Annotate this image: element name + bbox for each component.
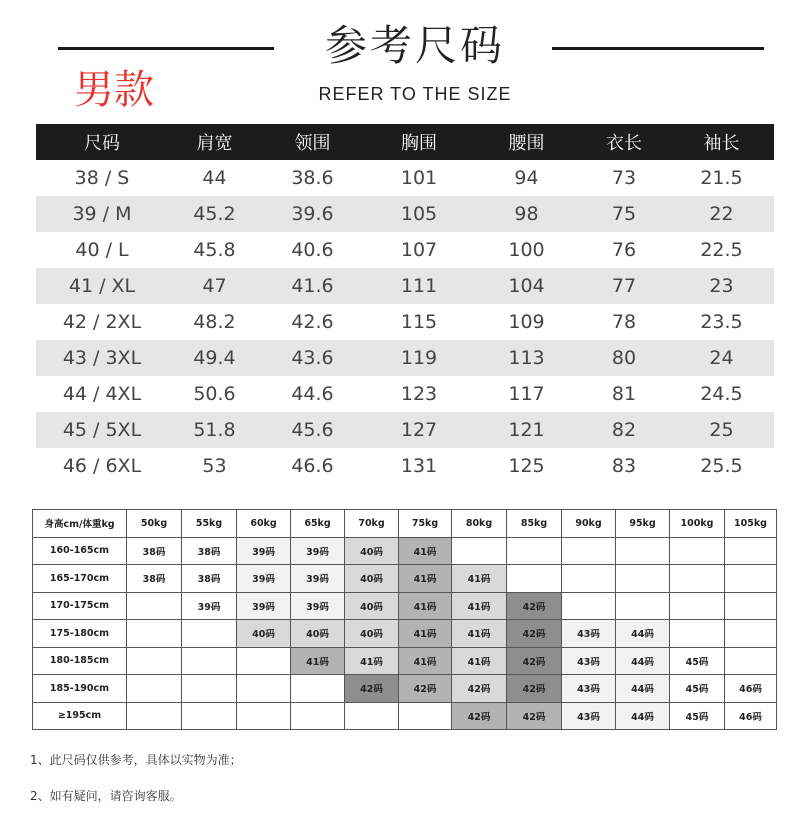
size-cell: 25.5	[700, 455, 743, 477]
fit-size-cell: 38码	[182, 565, 237, 593]
fit-table-row	[33, 675, 777, 703]
fit-size-cell	[182, 675, 237, 703]
size-header-cell: 袖长	[703, 133, 740, 154]
gender-label: 男款	[74, 67, 154, 113]
size-cell: 94	[514, 167, 539, 189]
height-header-cell: 165-170cm	[33, 565, 127, 593]
page-title: 参考尺码	[324, 21, 505, 70]
fit-size-cell	[182, 702, 237, 730]
fit-size-cell: 42码	[507, 675, 562, 703]
fit-size-cell: 40码	[291, 620, 345, 648]
size-cell: 46.6	[291, 455, 334, 477]
fit-size-cell: 39码	[237, 537, 291, 565]
fit-size-cell: 40码	[345, 620, 399, 648]
fit-size-cell	[452, 537, 507, 565]
size-cell: 23.5	[700, 311, 743, 333]
size-cell: 77	[611, 275, 637, 297]
size-cell: 41 / XL	[68, 275, 136, 297]
size-cell: 115	[400, 311, 438, 333]
fit-size-cell	[670, 620, 725, 648]
size-table	[36, 124, 774, 484]
fit-size-cell: 41码	[399, 537, 452, 565]
fit-corner-cell: 身高cm/体重kg	[33, 510, 127, 538]
weight-header-cell: 95kg	[616, 510, 670, 538]
size-cell: 73	[611, 167, 637, 189]
height-header-cell: 170-175cm	[33, 592, 127, 620]
size-cell: 21.5	[700, 167, 743, 189]
fit-size-cell: 39码	[291, 565, 345, 593]
fit-size-cell	[562, 565, 616, 593]
size-header-cell: 领围	[294, 133, 331, 154]
size-cell: 111	[400, 275, 438, 297]
fit-size-cell: 42码	[507, 620, 562, 648]
weight-header-cell: 65kg	[291, 510, 345, 538]
fit-size-cell: 46码	[725, 675, 777, 703]
size-table-row	[36, 448, 774, 484]
fit-size-cell: 39码	[237, 592, 291, 620]
weight-header-cell: 90kg	[562, 510, 616, 538]
fit-table-row	[33, 592, 777, 620]
size-header-cell: 腰围	[508, 133, 545, 154]
weight-header-cell: 50kg	[127, 510, 182, 538]
size-cell: 40 / L	[75, 239, 129, 261]
fit-size-cell	[237, 702, 291, 730]
fit-size-cell	[182, 620, 237, 648]
size-cell: 82	[611, 419, 637, 441]
fit-size-cell: 40码	[345, 592, 399, 620]
size-cell: 45.2	[193, 203, 236, 225]
size-cell: 48.2	[193, 311, 236, 333]
size-table-row	[36, 232, 774, 268]
size-cell: 47	[202, 275, 227, 297]
size-cell: 101	[400, 167, 438, 189]
size-cell: 45.6	[291, 419, 334, 441]
size-cell: 42 / 2XL	[62, 311, 142, 333]
fit-size-cell: 42码	[452, 675, 507, 703]
fit-size-cell: 41码	[452, 565, 507, 593]
fit-size-cell: 44码	[616, 702, 670, 730]
fit-size-cell: 41码	[291, 647, 345, 675]
fit-size-cell: 41码	[452, 647, 507, 675]
size-cell: 43 / 3XL	[62, 347, 142, 369]
fit-size-cell: 43码	[562, 647, 616, 675]
size-cell: 44 / 4XL	[62, 383, 142, 405]
fit-size-cell: 41码	[452, 620, 507, 648]
page-subtitle: REFER TO THE SIZE	[318, 84, 512, 104]
size-cell: 121	[508, 419, 545, 441]
size-cell: 25	[709, 419, 734, 441]
fit-size-cell	[616, 537, 670, 565]
size-cell: 24	[709, 347, 734, 369]
weight-header-cell: 80kg	[452, 510, 507, 538]
size-cell: 76	[611, 239, 637, 261]
size-cell: 40.6	[291, 239, 334, 261]
size-cell: 127	[400, 419, 438, 441]
size-cell: 43.6	[291, 347, 334, 369]
size-cell: 81	[611, 383, 637, 405]
size-cell: 45.8	[193, 239, 236, 261]
height-header-cell: 185-190cm	[33, 675, 127, 703]
fit-size-cell: 41码	[399, 592, 452, 620]
size-table-header	[36, 124, 774, 160]
size-header-cell: 衣长	[606, 133, 642, 154]
fit-table-row	[33, 565, 777, 593]
fit-size-cell	[127, 675, 182, 703]
fit-size-cell	[616, 592, 670, 620]
fit-size-cell	[127, 620, 182, 648]
fit-size-cell: 38码	[182, 537, 237, 565]
size-header-cell: 尺码	[84, 133, 120, 154]
fit-size-cell	[725, 620, 777, 648]
weight-header-cell: 85kg	[507, 510, 562, 538]
fit-header-row	[33, 510, 777, 538]
size-table-row	[36, 160, 774, 196]
fit-size-cell: 40码	[237, 620, 291, 648]
size-cell: 22	[709, 203, 734, 225]
fit-size-cell: 43码	[562, 702, 616, 730]
height-header-cell: 175-180cm	[33, 620, 127, 648]
fit-size-cell	[182, 647, 237, 675]
size-table-row	[36, 268, 774, 304]
size-cell: 39.6	[291, 203, 334, 225]
fit-size-cell	[291, 675, 345, 703]
fit-size-cell	[237, 675, 291, 703]
fit-size-cell: 42码	[507, 647, 562, 675]
size-cell: 23	[709, 275, 734, 297]
fit-size-cell	[670, 592, 725, 620]
fit-table-row	[33, 537, 777, 565]
size-cell: 41.6	[291, 275, 334, 297]
height-header-cell: 160-165cm	[33, 537, 127, 565]
size-cell: 51.8	[193, 419, 236, 441]
size-cell: 78	[611, 311, 637, 333]
size-table-row	[36, 376, 774, 412]
fit-size-cell: 44码	[616, 647, 670, 675]
note-item: 1、此尺码仅供参考，具体以实物为准；	[30, 753, 242, 767]
fit-size-cell: 44码	[616, 620, 670, 648]
size-cell: 125	[508, 455, 545, 477]
size-table-row	[36, 196, 774, 232]
fit-size-cell: 45码	[670, 647, 725, 675]
size-cell: 109	[508, 311, 545, 333]
size-cell: 131	[400, 455, 438, 477]
fit-size-cell: 39码	[291, 592, 345, 620]
title-divider-right	[552, 47, 764, 50]
fit-size-cell	[127, 702, 182, 730]
weight-header-cell: 70kg	[345, 510, 399, 538]
fit-size-cell	[725, 647, 777, 675]
weight-header-cell: 60kg	[237, 510, 291, 538]
size-cell: 107	[400, 239, 438, 261]
height-header-cell: ≥195cm	[33, 702, 127, 730]
fit-size-cell	[562, 592, 616, 620]
size-cell: 46 / 6XL	[62, 455, 142, 477]
weight-header-cell: 75kg	[399, 510, 452, 538]
size-table-row	[36, 412, 774, 448]
fit-size-cell: 41码	[399, 565, 452, 593]
size-cell: 24.5	[700, 383, 743, 405]
size-cell: 104	[508, 275, 545, 297]
size-cell: 49.4	[193, 347, 236, 369]
fit-size-cell	[670, 565, 725, 593]
fit-size-cell: 39码	[182, 592, 237, 620]
notes	[30, 752, 242, 824]
fit-size-cell: 42码	[345, 675, 399, 703]
size-cell: 44	[202, 167, 227, 189]
size-cell: 117	[508, 383, 545, 405]
fit-size-cell: 42码	[399, 675, 452, 703]
fit-size-cell	[507, 565, 562, 593]
fit-size-cell: 43码	[562, 675, 616, 703]
size-table-row	[36, 340, 774, 376]
fit-size-cell: 40码	[345, 537, 399, 565]
fit-size-cell	[562, 537, 616, 565]
fit-size-cell: 39码	[237, 565, 291, 593]
size-table-row	[36, 304, 774, 340]
fit-size-cell: 38码	[127, 565, 182, 593]
fit-size-cell	[291, 702, 345, 730]
note-item: 2、如有疑问，请咨询客服。	[30, 789, 182, 803]
fit-size-cell: 41码	[399, 647, 452, 675]
size-cell: 75	[611, 203, 637, 225]
weight-header-cell: 100kg	[670, 510, 725, 538]
fit-table-row	[33, 647, 777, 675]
fit-size-cell	[670, 537, 725, 565]
fit-size-cell	[127, 647, 182, 675]
size-cell: 98	[514, 203, 539, 225]
fit-size-cell	[507, 537, 562, 565]
size-cell: 42.6	[291, 311, 334, 333]
fit-size-cell: 44码	[616, 675, 670, 703]
fit-size-cell: 41码	[345, 647, 399, 675]
fit-size-cell: 40码	[345, 565, 399, 593]
fit-size-cell: 46码	[725, 702, 777, 730]
fit-size-cell: 45码	[670, 702, 725, 730]
weight-header-cell: 105kg	[725, 510, 777, 538]
fit-table-row	[33, 702, 777, 730]
size-cell: 119	[400, 347, 438, 369]
size-cell: 113	[508, 347, 545, 369]
fit-size-cell	[345, 702, 399, 730]
size-cell: 53	[202, 455, 227, 477]
size-cell: 100	[508, 239, 545, 261]
size-cell: 83	[611, 455, 637, 477]
size-cell: 50.6	[193, 383, 236, 405]
fit-size-cell: 42码	[507, 702, 562, 730]
fit-size-cell	[237, 647, 291, 675]
fit-size-cell: 45码	[670, 675, 725, 703]
size-header-cell: 胸围	[401, 133, 437, 154]
title-divider-left	[58, 47, 274, 50]
fit-size-cell	[399, 702, 452, 730]
size-table-body	[36, 160, 774, 484]
fit-size-cell: 42码	[507, 592, 562, 620]
size-cell: 22.5	[700, 239, 743, 261]
fit-size-cell: 41码	[452, 592, 507, 620]
fit-size-cell	[725, 537, 777, 565]
weight-header-cell: 55kg	[182, 510, 237, 538]
size-cell: 123	[400, 383, 438, 405]
size-cell: 38.6	[291, 167, 334, 189]
fit-table	[32, 509, 777, 730]
size-cell: 45 / 5XL	[62, 419, 142, 441]
fit-size-cell	[616, 565, 670, 593]
size-header-cell: 肩宽	[196, 133, 233, 154]
fit-size-cell	[725, 592, 777, 620]
size-cell: 44.6	[291, 383, 334, 405]
size-cell: 39 / M	[72, 203, 132, 225]
fit-size-cell	[725, 565, 777, 593]
size-cell: 105	[400, 203, 438, 225]
height-header-cell: 180-185cm	[33, 647, 127, 675]
fit-size-cell	[127, 592, 182, 620]
size-cell: 80	[611, 347, 637, 369]
fit-size-cell: 42码	[452, 702, 507, 730]
size-cell: 38 / S	[74, 167, 130, 189]
fit-size-cell: 38码	[127, 537, 182, 565]
fit-size-cell: 39码	[291, 537, 345, 565]
fit-size-cell: 43码	[562, 620, 616, 648]
fit-size-cell: 41码	[399, 620, 452, 648]
fit-table-row	[33, 620, 777, 648]
